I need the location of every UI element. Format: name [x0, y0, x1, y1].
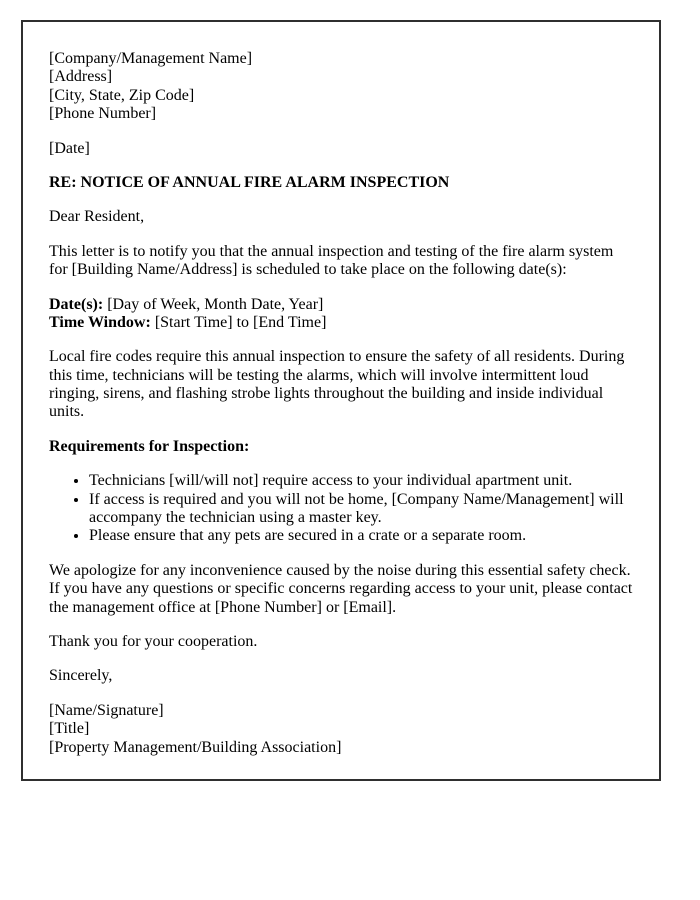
requirement-item: • Please ensure that any pets are secured in a crate or a separate room.	[89, 527, 633, 545]
requirement-item: • If access is required and you will not be home, [Company Name/Management] will accompany the technician using a master key.	[89, 491, 633, 528]
time-window-label: Time Window:	[49, 313, 151, 331]
fire-codes-paragraph: Local fire codes require this annual inspection to ensure the safety of all residents. During this time, technicians will be testing the alarms, which will involve intermittent loud ringing, sirens, and flashing strobe lights throughout the building and inside individual units.	[49, 348, 625, 421]
dates-label: Date(s):	[49, 295, 104, 313]
sender-address-line: [Address]	[49, 68, 113, 86]
requirement-item: • Technicians [will/will not] require access to your individual apartment unit.	[89, 472, 633, 490]
signature-org-line: [Property Management/Building Association]	[49, 738, 342, 756]
sender-company-line: [Company/Management Name]	[49, 50, 253, 67]
requirements-heading: Requirements for Inspection:	[49, 437, 250, 455]
dates-value: [Day of Week, Month Date, Year]	[107, 295, 324, 313]
salutation: Dear Resident,	[49, 208, 145, 226]
apology-paragraph: We apologize for any inconvenience caused by the noise during this essential safety check. If you have any questions or specific concerns regarding access to your unit, please contact the management office at [Phone Number] or [Email].	[49, 561, 633, 616]
signature-block	[49, 702, 633, 757]
sender-phone-line: [Phone Number]	[49, 105, 157, 123]
dates-line	[49, 296, 633, 314]
signature-title-line: [Title]	[49, 720, 90, 738]
sender-address-block	[49, 50, 633, 124]
letter-body	[21, 20, 661, 781]
intro-paragraph: This letter is to notify you that the annual inspection and testing of the fire alarm system for [Building Name/Address] is scheduled to take place on the following date(s):	[49, 242, 614, 279]
closing-line: Sincerely,	[49, 667, 113, 685]
schedule-block	[49, 296, 633, 333]
subject-line: RE: NOTICE OF ANNUAL FIRE ALARM INSPECTION	[49, 173, 450, 191]
time-window-value: [Start Time] to [End Time]	[154, 313, 327, 331]
requirements-list	[49, 472, 633, 546]
signature-name-line: [Name/Signature]	[49, 701, 164, 719]
letter-date: [Date]	[49, 139, 90, 157]
thanks-line: Thank you for your cooperation.	[49, 632, 258, 650]
sender-city-line: [City, State, Zip Code]	[49, 86, 195, 104]
time-window-line	[49, 314, 633, 332]
